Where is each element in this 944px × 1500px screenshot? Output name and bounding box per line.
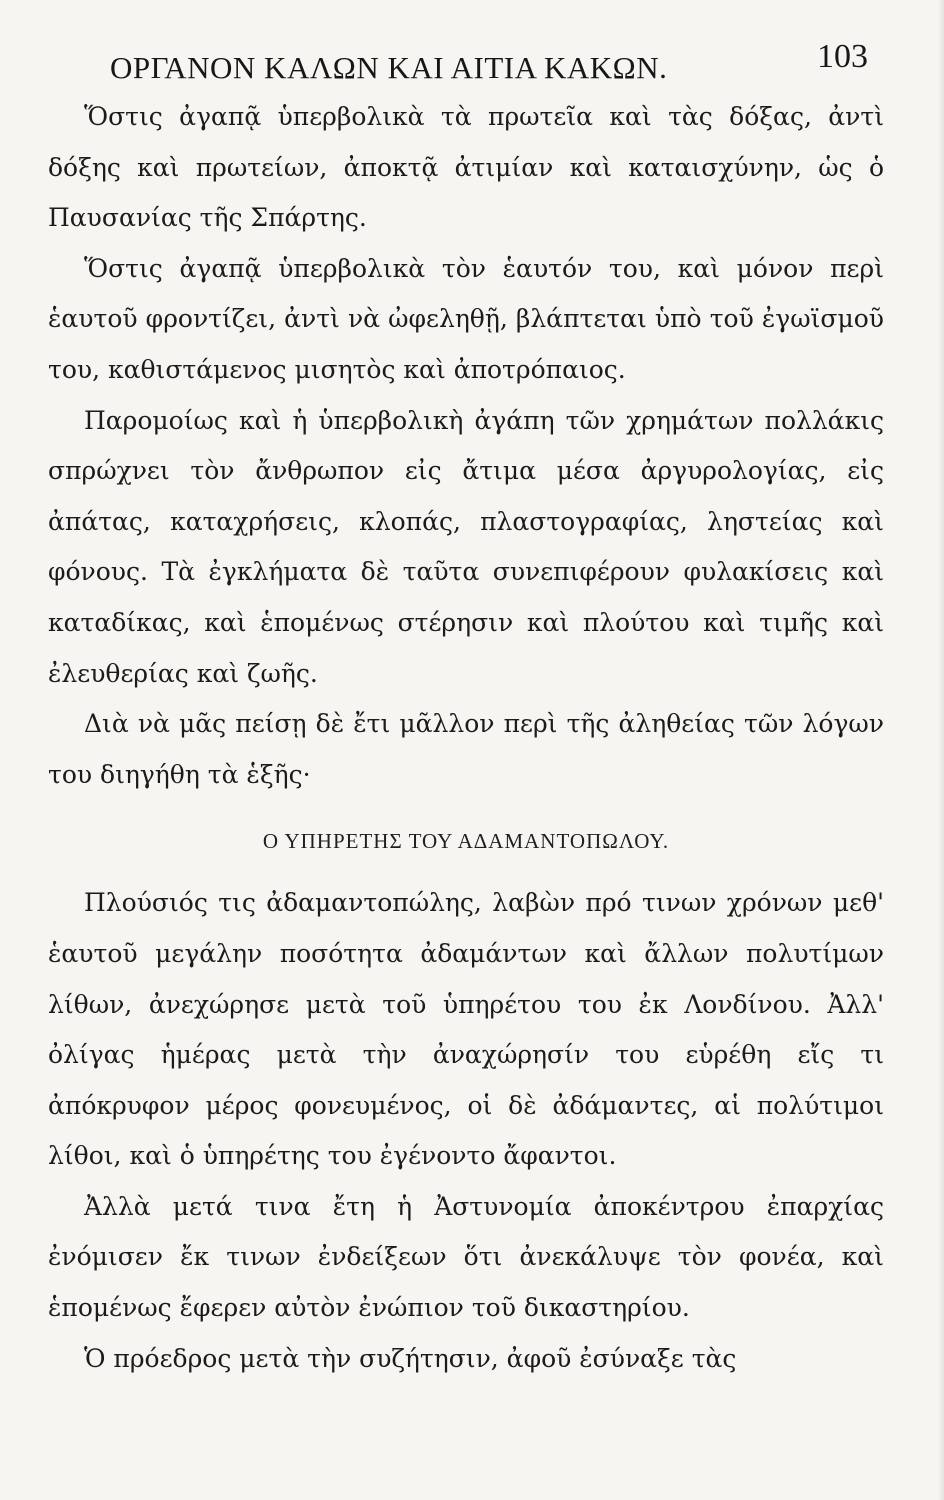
paragraph: Ὅστις ἀγαπᾷ ὑπερβολικὰ τὸν ἑαυτόν του, καὶ μόνον περὶ ἑαυτοῦ φροντίζει, ἀντὶ νὰ ὠφεληθῇ, βλάπτεται ὑπὸ τοῦ ἐγωϊσμοῦ του, καθιστάμενος μισητὸς καὶ ἀποτρόπαιος. [48, 253, 884, 384]
paragraph: Ὁ πρόεδρος μετὰ τὴν συζήτησιν, ἀφοῦ ἐσύναξε τὰς [84, 1343, 737, 1373]
paragraph: Ὅστις ἀγαπᾷ ὑπερβολικὰ τὰ πρωτεῖα καὶ τὰς δόξας, ἀντὶ δόξης καὶ πρωτείων, ἀποκτᾷ ἀτιμίαν καὶ καταισχύνην, ὡς ὁ Παυσανίας τῆς Σπάρτης. [48, 102, 884, 233]
page-edge-shadow [938, 0, 944, 1500]
paragraph: Διὰ νὰ μᾶς πείσῃ δὲ ἔτι μᾶλλον περὶ τῆς ἀληθείας τῶν λόγων του διηγήθη τὰ ἑξῆς· [48, 709, 884, 789]
paragraph: Ἀλλὰ μετά τινα ἔτη ἡ Ἀστυνομία ἀποκέντρου ἐπαρχίας ἐνόμισεν ἔκ τινων ἐνδείξεων ὅτι ἀνεκάλυψε τὸν φονέα, καὶ ἑπομένως ἔφερεν αὐτὸν ἐνώπιον τοῦ δικαστηρίου. [48, 1191, 884, 1323]
paragraph: Πλούσιός τις ἀδαμαντοπώλης, λαβὼν πρό τινων χρόνων μεθ' ἑαυτοῦ μεγάλην ποσότητα ἀδαμάντων καὶ ἄλλων πολυτίμων λίθων, ἀνεχώρησε μετὰ τοῦ ὑπηρέτου του ἐκ Λονδίνου. Ἀλλ' ὀλίγας ἡμέρας μετὰ τὴν ἀναχώρησίν του εὑρέθη εἴς τι ἀπόκρυφον μέρος φονευμένος, οἱ δὲ ἀδάμαντες, αἱ πολύτιμοι λίθοι, καὶ ὁ ὑπηρέτης του ἐγένοντο ἄφαντοι. [48, 888, 884, 1171]
section-title: Ο ΥΠΗΡΕΤΗΣ ΤΟΥ ΑΔΑΜΑΝΤΟΠΩΛΟΥ. [262, 829, 670, 854]
running-title: ΟΡΓΑΝΟΝ ΚΑΛΩΝ ΚΑΙ ΑΙΤΙΑ ΚΑΚΩΝ. [110, 50, 668, 85]
main-text [48, 92, 884, 1384]
page-number: 103 [817, 38, 868, 75]
paragraph: Παρομοίως καὶ ἡ ὑπερβολικὴ ἀγάπη τῶν χρημάτων πολλάκις σπρώχνει τὸν ἄνθρωπον εἰς ἄτιμα μέσα ἀργυρολογίας, εἰς ἀπάτας, καταχρήσεις, κλοπάς, πλαστογραφίας, ληστείας καὶ φόνους. Τὰ ἐγκλήματα δὲ ταῦτα συνεπιφέρουν φυλακίσεις καὶ καταδίκας, καὶ ἑπομένως στέρησιν καὶ πλούτου καὶ τιμῆς καὶ ἐλευθερίας καὶ ζωῆς. [48, 405, 884, 688]
page-header [48, 20, 884, 92]
